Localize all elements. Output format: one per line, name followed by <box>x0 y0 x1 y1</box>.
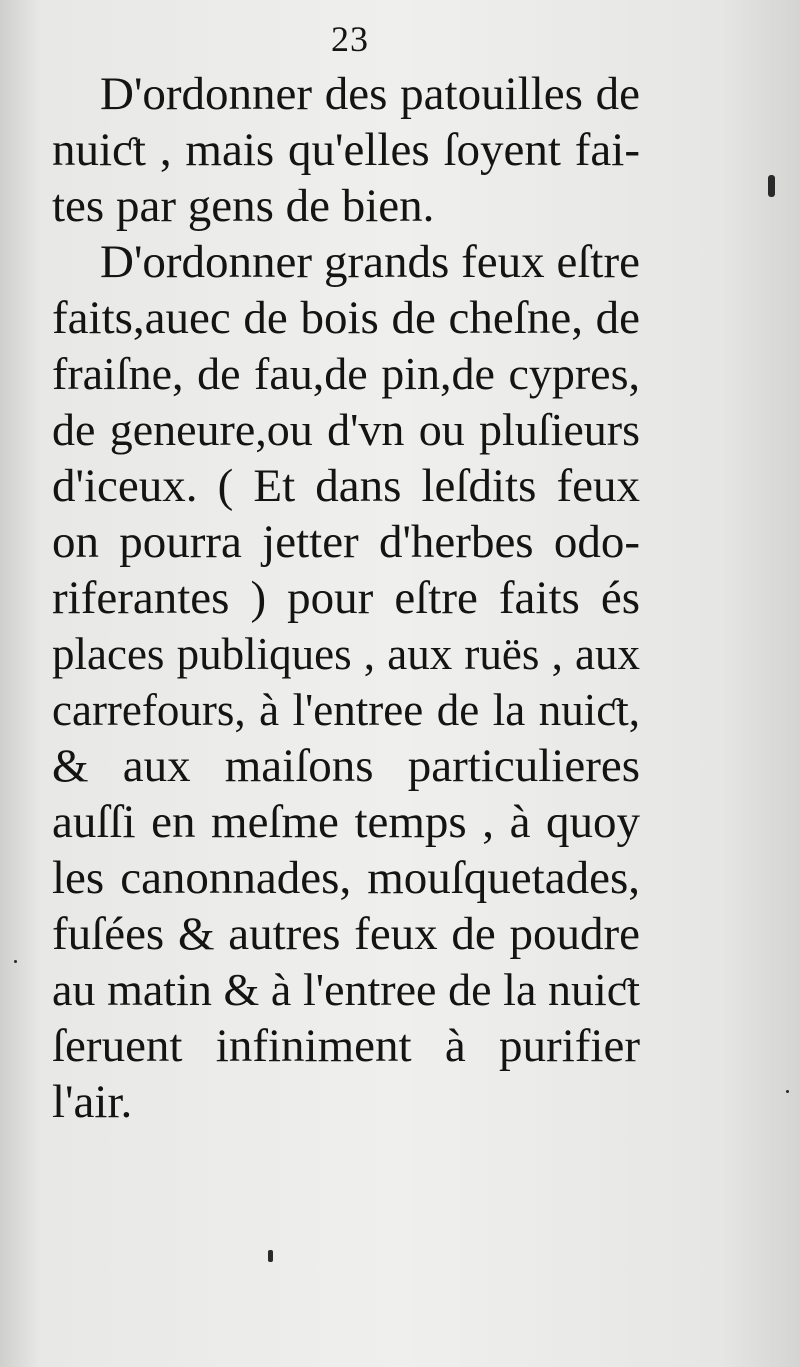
text-line: faits,auec de bois de cheſne, de <box>52 292 640 344</box>
text-line: tes par gens de bien. <box>52 180 435 232</box>
text-line: on pourra jetter d'herbes odo- <box>52 516 640 568</box>
text-line: nuiƈt , mais qu'elles ſoyent fai- <box>52 124 640 176</box>
page-number: 23 <box>331 19 369 59</box>
text-line: ſeruent infiniment à purifier <box>52 1020 640 1072</box>
text-line: riferantes ) pour eſtre faits és <box>52 572 640 624</box>
text-line: D'ordonner des patouilles de <box>100 68 640 120</box>
text-line: d'iceux. ( Et dans leſdits feux <box>52 460 640 512</box>
text-line: places publiques , aux ruës , aux <box>52 629 640 679</box>
text-line: D'ordonner grands feux eſtre <box>100 236 640 288</box>
text-line: carrefours, à l'entree de la nuiƈt, <box>52 685 640 735</box>
ink-speck <box>268 1250 273 1262</box>
text-line: fraiſne, de fau,de pin,de cypres, <box>52 348 640 399</box>
text-line: les canonnades, mouſquetades, <box>52 852 640 904</box>
ink-speck <box>768 175 775 197</box>
ink-speck <box>14 960 17 963</box>
text-line: fuſées & autres feux de poudre <box>52 908 640 960</box>
text-line: & aux maiſons particulieres <box>52 740 640 792</box>
text-line: de geneure,ou d'vn ou pluſieurs <box>52 404 640 455</box>
text-line: l'air. <box>52 1076 133 1128</box>
text-line: au matin & à l'entree de la nuiƈt <box>52 964 640 1015</box>
ink-speck <box>786 1090 789 1093</box>
text-line: auſſi en meſme temps , à quoy <box>52 796 640 848</box>
